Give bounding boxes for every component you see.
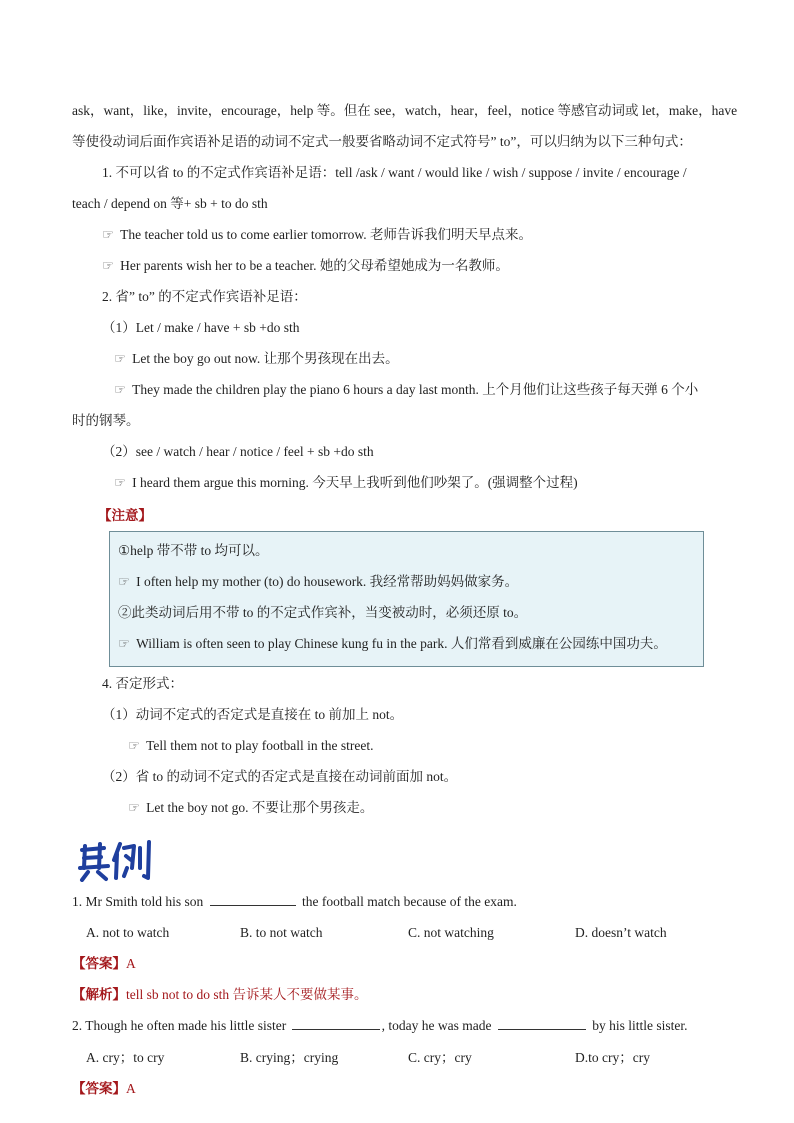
- intro-line-1: ask，want，like，invite，encourage，help 等。但在 see，watch，hear，feel，notice 等感官动词或 let，make，have: [72, 103, 738, 118]
- section1-line-2: teach / depend on 等+ sb + to do sth: [72, 196, 268, 211]
- example-text: They made the children play the piano 6 hours a day last month. 上个月他们让这些孩子每天弹 6 个小: [132, 382, 699, 397]
- question-text: by his little sister.: [592, 1018, 688, 1033]
- example-text: Her parents wish her to be a teacher. 她的父母希望她成为一名教师。: [120, 258, 509, 273]
- q2-option-b: B. crying；crying: [240, 1050, 339, 1065]
- section1-line-1: 1. 不可以省 to 的不定式作宾语补足语：tell /ask / want / would like / wish / suppose / invite / encourage /: [102, 165, 687, 180]
- q2-option-c: C. cry；cry: [408, 1050, 472, 1065]
- answer-value: A: [126, 956, 136, 971]
- section4-sub1: （1）动词不定式的否定式是直接在 to 前加上 not。: [102, 707, 404, 722]
- answer-blank[interactable]: [210, 893, 296, 906]
- q1-option-d: D. doesn’t watch: [575, 925, 667, 940]
- question-2-stem: [72, 1017, 687, 1035]
- q2-option-a: A. cry；to cry: [86, 1050, 165, 1065]
- q2-option-d: D.to cry；cry: [575, 1050, 650, 1065]
- example-text: Tell them not to play football in the street.: [146, 738, 374, 753]
- example-text: William is often seen to play Chinese kung fu in the park. 人们常看到威廉在公园练中国功夫。: [136, 636, 667, 651]
- section2-sub1: （1）Let / make / have + sb +do sth: [102, 320, 300, 335]
- section2-sub2: （2）see / watch / hear / notice / feel + sb +do sth: [102, 444, 374, 459]
- pointing-hand-icon: ☞: [118, 574, 131, 589]
- note-label: 【注意】: [98, 508, 152, 523]
- q2-answer: [72, 1080, 136, 1098]
- section2-sub1-example-2-cont: 时的钢琴。: [72, 413, 140, 428]
- section1-example-1: [102, 226, 532, 244]
- answer-label: 【答案】: [72, 956, 126, 971]
- q1-option-a: A. not to watch: [86, 925, 170, 940]
- answer-blank[interactable]: [292, 1017, 380, 1030]
- q1-analysis: [72, 986, 368, 1004]
- section4-sub2: （2）省 to 的动词不定式的否定式是直接在动词前面加 not。: [102, 769, 458, 784]
- section2-title: 2. 省” to” 的不定式作宾语补足语：: [102, 289, 307, 304]
- note-item-2: ②此类动词后用不带 to 的不定式作宾补，当变被动时，必须还原 to。: [118, 605, 528, 620]
- analysis-text: tell sb not to do sth 告诉某人不要做某事。: [126, 987, 368, 1002]
- q1-option-c: C. not watching: [408, 925, 494, 940]
- pointing-hand-icon: ☞: [128, 800, 141, 815]
- analysis-label: 【解析】: [72, 987, 126, 1002]
- question-text: 1. Mr Smith told his son: [72, 894, 204, 909]
- pointing-hand-icon: ☞: [114, 351, 127, 366]
- answer-value: A: [126, 1081, 136, 1096]
- pointing-hand-icon: ☞: [102, 258, 115, 273]
- pointing-hand-icon: ☞: [114, 475, 127, 490]
- answer-blank[interactable]: [498, 1017, 586, 1030]
- pointing-hand-icon: ☞: [102, 227, 115, 242]
- examples-logo-graphic: [76, 838, 156, 882]
- pointing-hand-icon: ☞: [128, 738, 141, 753]
- answer-label: 【答案】: [72, 1081, 126, 1096]
- section2-sub1-example-1: [114, 350, 399, 368]
- note-item-1-example: [118, 573, 518, 591]
- q1-option-b: B. to not watch: [240, 925, 323, 940]
- pointing-hand-icon: ☞: [114, 382, 127, 397]
- examples-logo: [76, 838, 156, 882]
- note-item-2-example: [118, 635, 667, 653]
- question-text: 2. Though he often made his little sister: [72, 1018, 287, 1033]
- section4-sub1-example: [128, 737, 374, 755]
- example-text: I heard them argue this morning. 今天早上我听到他们吵架了。(强调整个过程): [132, 475, 578, 490]
- section2-sub2-example-1: [114, 474, 578, 492]
- example-text: I often help my mother (to) do housework. 我经常帮助妈妈做家务。: [136, 574, 519, 589]
- pointing-hand-icon: ☞: [118, 636, 131, 651]
- example-text: The teacher told us to come earlier tomorrow. 老师告诉我们明天早点来。: [120, 227, 533, 242]
- section1-example-2: [102, 257, 509, 275]
- section4-title: 4. 否定形式：: [102, 676, 183, 691]
- question-text: the football match because of the exam.: [302, 894, 517, 909]
- q1-answer: [72, 955, 136, 973]
- section4-sub2-example: [128, 799, 373, 817]
- note-box: [109, 531, 704, 667]
- example-text: Let the boy go out now. 让那个男孩现在出去。: [132, 351, 399, 366]
- intro-line-2: 等使役动词后面作宾语补足语的动词不定式一般要省略动词不定式符号” to”，可以归纳为以下三种句式：: [72, 134, 692, 149]
- note-item-1: ①help 带不带 to 均可以。: [118, 543, 269, 558]
- question-1-stem: [72, 893, 517, 911]
- question-text: , today he was made: [381, 1018, 492, 1033]
- example-text: Let the boy not go. 不要让那个男孩走。: [146, 800, 374, 815]
- section2-sub1-example-2: [114, 381, 698, 399]
